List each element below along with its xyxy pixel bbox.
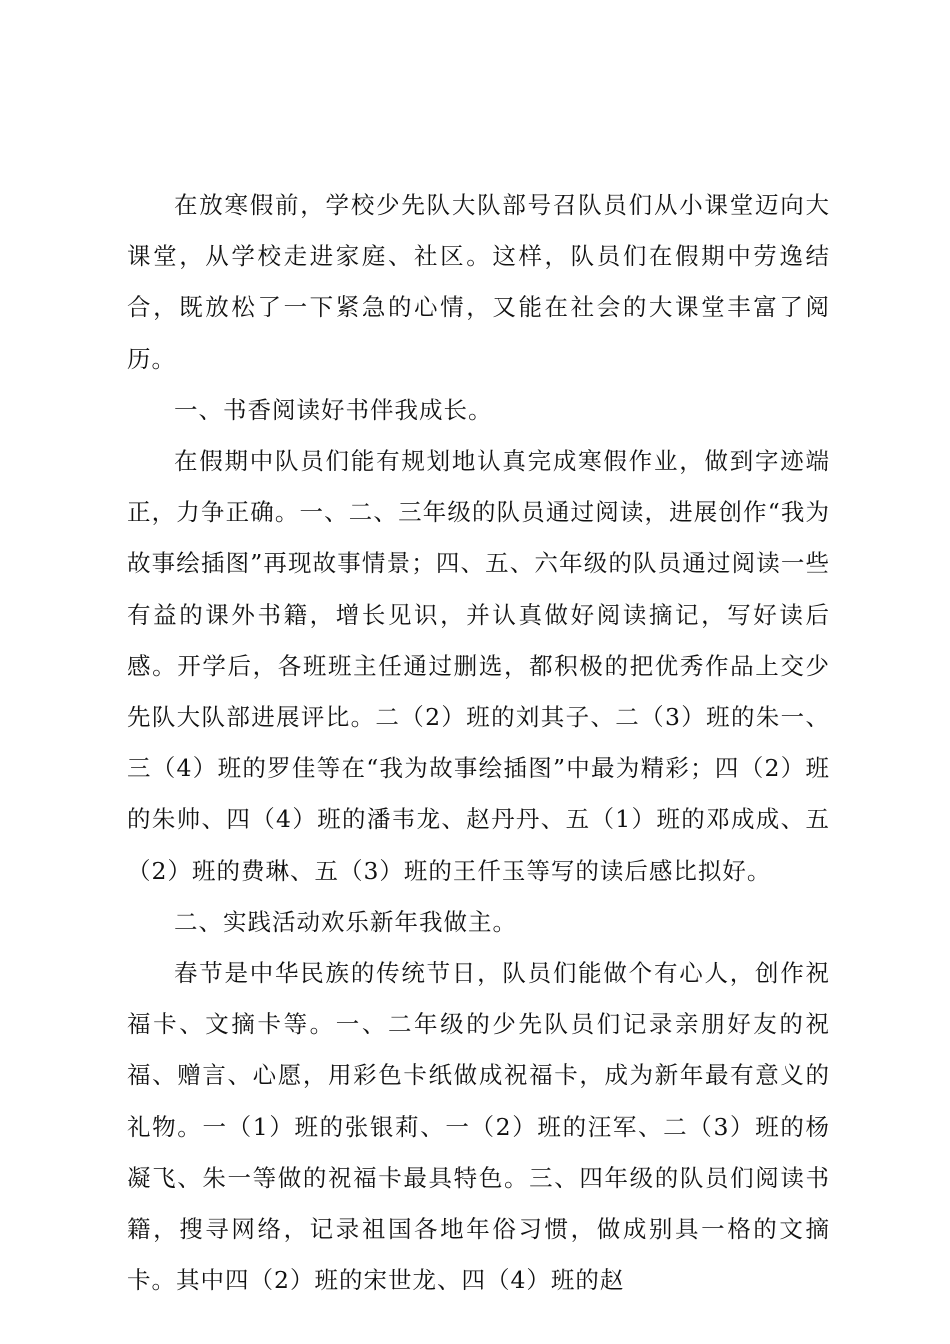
section-heading-reading: 一、书香阅读好书伴我成长。	[174, 395, 493, 424]
intro-paragraph: 在放寒假前，学校少先队大队部号召队员们从小课堂迈向大课堂，从学校走进家庭、社区。这样，队员们在假期中劳逸结合，既放松了一下紧急的心情，又能在社会的大课堂丰富了阅历。	[127, 191, 830, 373]
reading-paragraph: 在假期中队员们能有规划地认真完成寒假作业，做到字迹端正，力争正确。一、二、三年级的队员通过阅读，进展创作“我为故事绘插图”再现故事情景；四、五、六年级的队员通过阅读一些有益的课外书籍，增长见识，并认真做好阅读摘记，写好读后感。开学后，各班班主任通过删选，都积极的把优秀作品上交少先队大队部进展评比。二（2）班的刘其子、二（3）班的朱一、三（4）班的罗佳等在“我为故事绘插图”中最为精彩；四（2）班的朱帅、四（4）班的潘韦龙、赵丹丹、五（1）班的邓成成、五（2）班的费琳、五（3）班的王仟玉等写的读后感比拟好。	[127, 447, 830, 885]
section-heading-practice: 二、实践活动欢乐新年我做主。	[174, 907, 517, 936]
document-body	[127, 180, 830, 1306]
practice-paragraph: 春节是中华民族的传统节日，队员们能做个有心人，创作祝福卡、文摘卡等。一、二年级的少先队员们记录亲朋好友的祝福、赠言、心愿，用彩色卡纸做成祝福卡，成为新年最有意义的礼物。一（1）班的张银莉、一（2）班的汪军、二（3）班的杨凝飞、朱一等做的祝福卡最具特色。三、四年级的队员们阅读书籍，搜寻网络，记录祖国各地年俗习惯，做成别具一格的文摘卡。其中四（2）班的宋世龙、四（4）班的赵	[127, 959, 830, 1295]
